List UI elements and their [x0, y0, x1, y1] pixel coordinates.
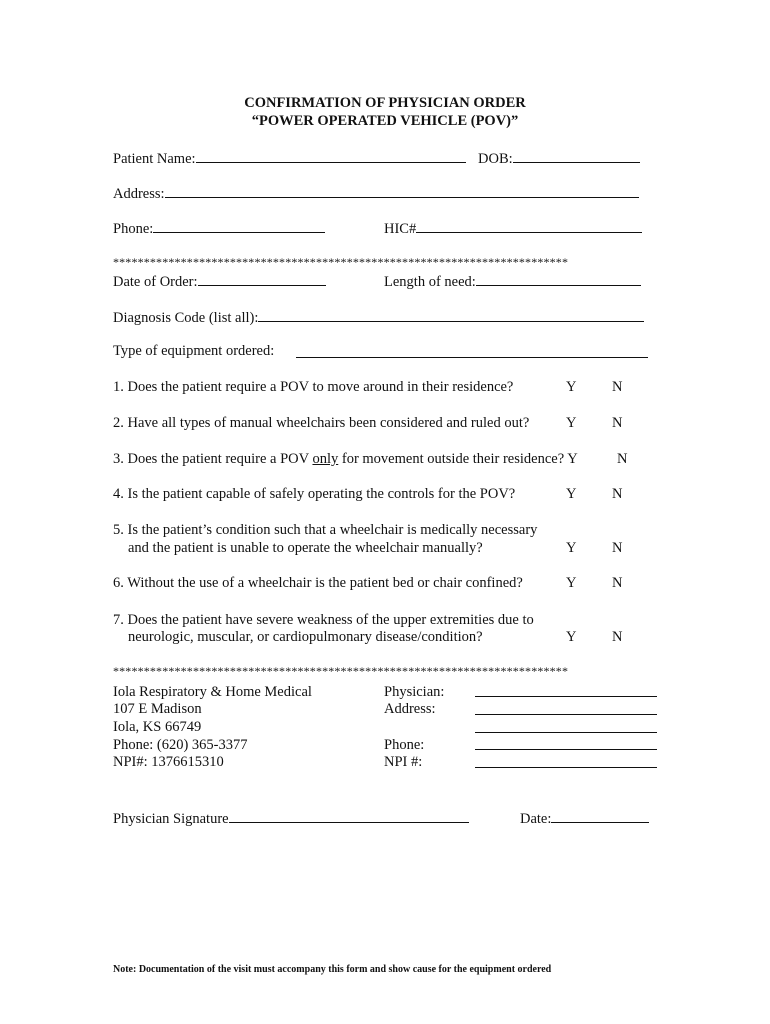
equipment-type-label: Type of equipment ordered:	[113, 343, 275, 359]
physician-address-blank-2[interactable]	[475, 732, 657, 733]
question-1: 1. Does the patient require a POV to move around in their residence?	[113, 379, 514, 395]
length-of-need-blank[interactable]	[476, 272, 641, 286]
patient-name-blank[interactable]	[196, 149, 466, 163]
date-of-order-blank[interactable]	[198, 272, 326, 286]
question-3-text-before: 3. Does the patient require a POV	[113, 451, 313, 467]
form-title: CONFIRMATION OF PHYSICIAN ORDER	[244, 95, 526, 111]
physician-phone-blank[interactable]	[475, 749, 657, 750]
question-6-no[interactable]: N	[612, 575, 623, 591]
hic-label: HIC#	[384, 221, 417, 237]
question-3	[113, 451, 578, 468]
signature-date-blank[interactable]	[551, 809, 649, 823]
question-5-yes[interactable]: Y	[566, 540, 577, 556]
supplier-city: Iola, KS 66749	[113, 719, 202, 735]
equipment-type-blank[interactable]	[296, 357, 648, 358]
question-3-text-after[interactable]: for movement outside their residence? Y	[338, 451, 578, 467]
separator-bottom: **************************************************************************	[113, 665, 569, 677]
question-6-yes[interactable]: Y	[566, 575, 577, 591]
question-2: 2. Have all types of manual wheelchairs been considered and ruled out?	[113, 415, 530, 431]
question-4: 4. Is the patient capable of safely operating the controls for the POV?	[113, 486, 516, 502]
dob-field	[478, 149, 640, 168]
footer-note: Note: Documentation of the visit must accompany this form and show cause for the equipment ordered	[113, 964, 552, 975]
question-5-line-1: 5. Is the patient’s condition such that a wheelchair is medically necessary	[113, 522, 538, 538]
diagnosis-code-blank[interactable]	[258, 308, 644, 322]
separator-top: **************************************************************************	[113, 256, 569, 268]
dob-blank[interactable]	[513, 149, 640, 163]
supplier-phone: Phone: (620) 365-3377	[113, 737, 248, 753]
phone-blank[interactable]	[153, 219, 325, 233]
dob-label: DOB:	[478, 151, 513, 167]
date-of-order-label: Date of Order:	[113, 274, 198, 290]
patient-name-field	[113, 149, 466, 168]
supplier-npi: NPI#: 1376615310	[113, 754, 224, 770]
physician-signature-label: Physician Signature	[113, 811, 229, 827]
hic-field	[384, 219, 642, 238]
date-of-order-field	[113, 272, 326, 291]
question-7-no[interactable]: N	[612, 629, 623, 645]
physician-phone-label: Phone:	[384, 737, 425, 753]
diagnosis-code-field	[113, 308, 644, 327]
question-5-line-2: and the patient is unable to operate the wheelchair manually?	[128, 540, 483, 556]
question-7-line-1: 7. Does the patient have severe weakness of the upper extremities due to	[113, 612, 534, 628]
signature-date-label: Date:	[520, 811, 552, 827]
question-7-yes[interactable]: Y	[566, 629, 577, 645]
question-1-no[interactable]: N	[612, 379, 623, 395]
supplier-street: 107 E Madison	[113, 701, 202, 717]
physician-label: Physician:	[384, 684, 445, 700]
address-label: Address:	[113, 186, 165, 202]
length-of-need-field	[384, 272, 641, 291]
signature-date-field	[520, 809, 649, 828]
physician-name-blank[interactable]	[475, 696, 657, 697]
question-6: 6. Without the use of a wheelchair is the patient bed or chair confined?	[113, 575, 523, 591]
question-2-no[interactable]: N	[612, 415, 623, 431]
patient-name-label: Patient Name:	[113, 151, 196, 167]
physician-signature-blank[interactable]	[229, 809, 469, 823]
address-blank[interactable]	[165, 184, 639, 198]
diagnosis-code-label: Diagnosis Code (list all):	[113, 310, 259, 326]
question-2-yes[interactable]: Y	[566, 415, 577, 431]
address-field	[113, 184, 639, 203]
phone-label: Phone:	[113, 221, 154, 237]
supplier-name: Iola Respiratory & Home Medical	[113, 684, 312, 700]
question-3-no[interactable]: N	[617, 451, 628, 467]
question-3-underlined-word: only	[312, 451, 339, 467]
question-5-no[interactable]: N	[612, 540, 623, 556]
question-4-yes[interactable]: Y	[566, 486, 577, 502]
phone-field	[113, 219, 325, 238]
physician-npi-label: NPI #:	[384, 754, 423, 770]
equipment-type-field	[113, 343, 274, 360]
physician-address-blank-1[interactable]	[475, 714, 657, 715]
physician-signature-field	[113, 809, 469, 828]
physician-npi-blank[interactable]	[475, 767, 657, 768]
question-1-yes[interactable]: Y	[566, 379, 577, 395]
question-7-line-2: neurologic, muscular, or cardiopulmonary disease/condition?	[128, 629, 483, 645]
length-of-need-label: Length of need:	[384, 274, 476, 290]
form-subtitle: “POWER OPERATED VEHICLE (POV)”	[251, 113, 519, 129]
question-4-no[interactable]: N	[612, 486, 623, 502]
hic-blank[interactable]	[416, 219, 642, 233]
physician-address-label: Address:	[384, 701, 436, 717]
